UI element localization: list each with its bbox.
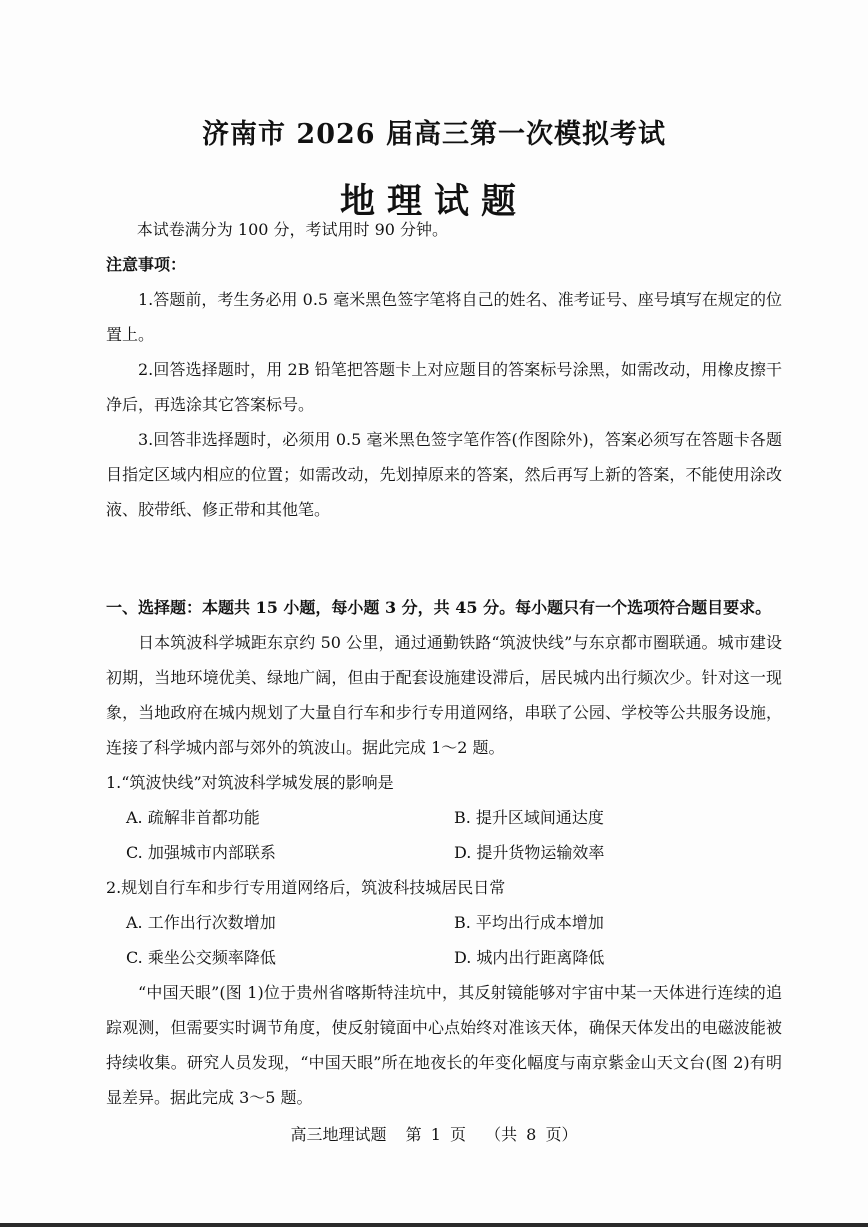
subject-title: 地理试题 [339,181,528,222]
instructions-block [106,212,782,527]
page-footer [0,1122,868,1145]
question-2-stem: 2.规划自行车和步行专用道网络后，筑波科技城居民日常 [106,878,506,897]
footer-total-pages: （共 8 页） [485,1125,578,1144]
question-1-stem: 1.“筑波快线”对筑波科学城发展的影响是 [106,773,394,792]
notice-heading: 注意事项： [106,255,187,274]
score-time-line: 本试卷满分为 100 分，考试用时 90 分钟。 [136,220,449,239]
question-2-options [106,905,782,975]
passage-2: “中国天眼”(图 1)位于贵州省喀斯特洼坑中，其反射镜能够对宇宙中某一天体进行连续的追踪观测，但需要实时调节角度，使反射镜面中心点始终对准该天体，确保天体发出的电磁波能被持续收集。研究人员发现，“中国天眼”所在地夜长的年变化幅度与南京紫金山天文台(图 2)有明显差异。据此完成 3～5 题。 [106,983,782,1107]
q2-option-a: A. 工作出行次数增加 [126,913,276,932]
section-heading: 一、选择题：本题共 15 小题，每小题 3 分，共 45 分。每小题只有一个选项符合题目要求。 [106,598,772,617]
scan-edge [0,1223,868,1227]
footer-subject: 高三地理试题 [290,1125,387,1144]
q2-option-c: C. 乘坐公交频率降低 [126,948,276,967]
q2-option-b: B. 平均出行成本增加 [454,913,604,932]
q1-option-a: A. 疏解非首都功能 [126,808,260,827]
q1-option-d: D. 提升货物运输效率 [454,843,605,862]
notice-item-2: 2.回答选择题时，用 2B 铅笔把答题卡上对应题目的答案标号涂黑，如需改动，用橡皮擦干净后，再选涂其它答案标号。 [106,360,782,414]
question-1-options [106,800,782,870]
passage-1: 日本筑波科学城距东京约 50 公里，通过通勤铁路“筑波快线”与东京都市圈联通。城市建设初期，当地环境优美、绿地广阔，但由于配套设施建设滞后，居民城内出行频次少。针对这一现象，当地政府在城内规划了大量自行车和步行专用道网络，串联了公园、学校等公共服务设施，连接了科学城内部与郊外的筑波山。据此完成 1～2 题。 [106,633,782,757]
q2-option-d: D. 城内出行距离降低 [454,948,605,967]
notice-item-1: 1.答题前，考生务必用 0.5 毫米黑色签字笔将自己的姓名、准考证号、座号填写在规定的位置上。 [106,290,782,344]
q1-option-c: C. 加强城市内部联系 [126,843,276,862]
footer-page-number: 第 1 页 [405,1125,466,1144]
q1-option-b: B. 提升区域间通达度 [454,808,604,827]
exam-title: 济南市 2026 届高三第一次模拟考试 [202,119,666,150]
notice-item-3: 3.回答非选择题时，必须用 0.5 毫米黑色签字笔作答(作图除外)，答案必须写在答题卡各题目指定区域内相应的位置；如需改动，先划掉原来的答案，然后再写上新的答案，不能使用涂改液、胶带纸、修正带和其他笔。 [106,430,782,519]
section-1 [106,590,782,1115]
